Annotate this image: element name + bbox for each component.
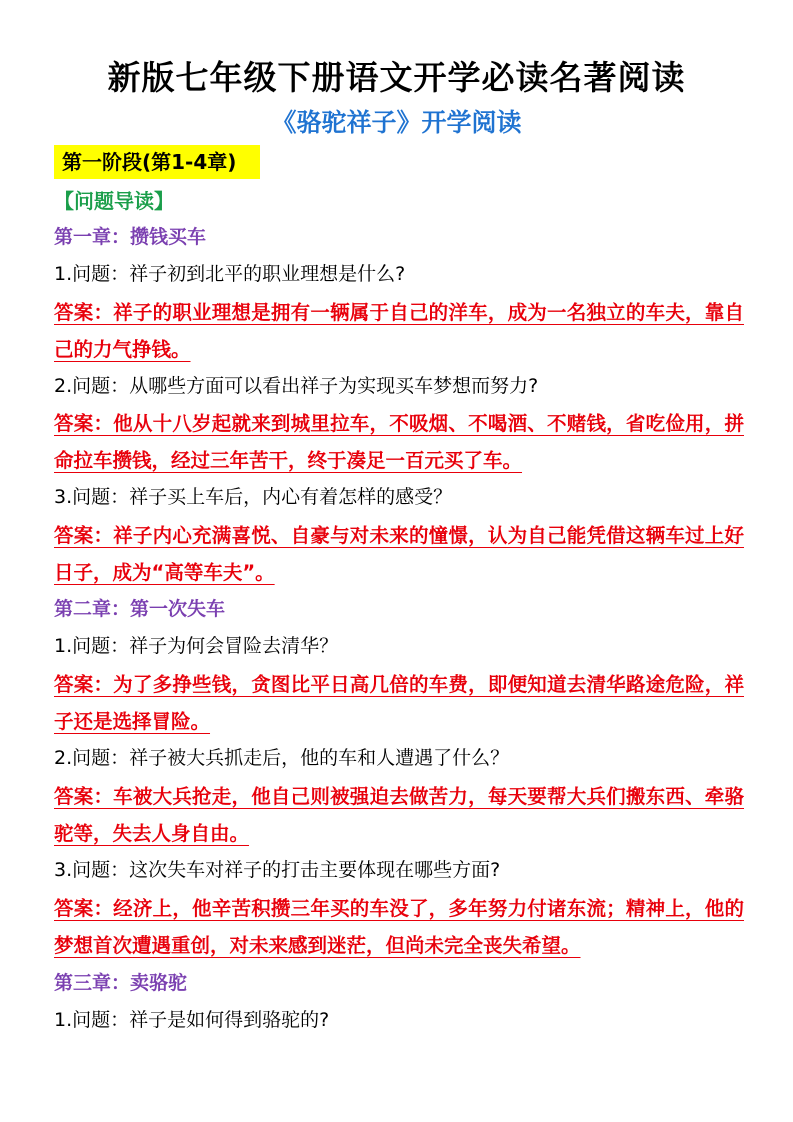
answer: 答案：为了多挣些钱，贪图比平日高几倍的车费，即便知道去清华路途危险，祥子还是选择冒险。 <box>54 673 744 733</box>
question: 1.问题：祥子是如何得到骆驼的? <box>54 1009 330 1031</box>
answer: 答案：他从十八岁起就来到城里拉车，不吸烟、不喝酒、不赌钱，省吃俭用，拼命拉车攒钱，经过三年苦干，终于凑足一百元买了车。 <box>54 412 744 472</box>
guide-heading: 【问题导读】 <box>54 189 174 213</box>
question: 2.问题：从哪些方面可以看出祥子为实现买车梦想而努力? <box>54 375 539 397</box>
answer: 答案：车被大兵抢走，他自己则被强迫去做苦力，每天要帮大兵们搬东西、牵骆驼等，失去人身自由。 <box>54 785 744 845</box>
chapter-1-title: 第一章：攒钱买车 <box>54 226 207 248</box>
question: 1.问题：祥子为何会冒险去清华？ <box>54 635 339 657</box>
question: 1.问题：祥子初到北平的职业理想是什么? <box>54 263 406 285</box>
answer: 答案：经济上，他辛苦积攒三年买的车没了，多年努力付诸东流；精神上，他的梦想首次遭遇重创，对未来感到迷茫，但尚未完全丧失希望。 <box>54 897 744 957</box>
question: 3.问题：这次失车对祥子的打击主要体现在哪些方面? <box>54 859 501 881</box>
answer: 答案：祥子的职业理想是拥有一辆属于自己的洋车，成为一名独立的车夫，靠自己的力气挣钱。 <box>54 301 744 361</box>
question: 2.问题：祥子被大兵抓走后，他的车和人遭遇了什么？ <box>54 747 510 769</box>
page-subtitle: 《骆驼祥子》开学阅读 <box>271 108 522 137</box>
stage-heading: 第一阶段(第1-4章) <box>54 145 260 179</box>
answer: 答案：祥子内心充满喜悦、自豪与对未来的憧憬，认为自己能凭借这辆车过上好日子，成为“高等车夫”。 <box>54 524 744 584</box>
chapter-2-title: 第二章：第一次失车 <box>54 598 226 620</box>
page-title: 新版七年级下册语文开学必读名著阅读 <box>107 58 686 97</box>
question: 3.问题：祥子买上车后，内心有着怎样的感受？ <box>54 486 453 508</box>
chapter-3-title: 第三章：卖骆驼 <box>54 972 188 994</box>
